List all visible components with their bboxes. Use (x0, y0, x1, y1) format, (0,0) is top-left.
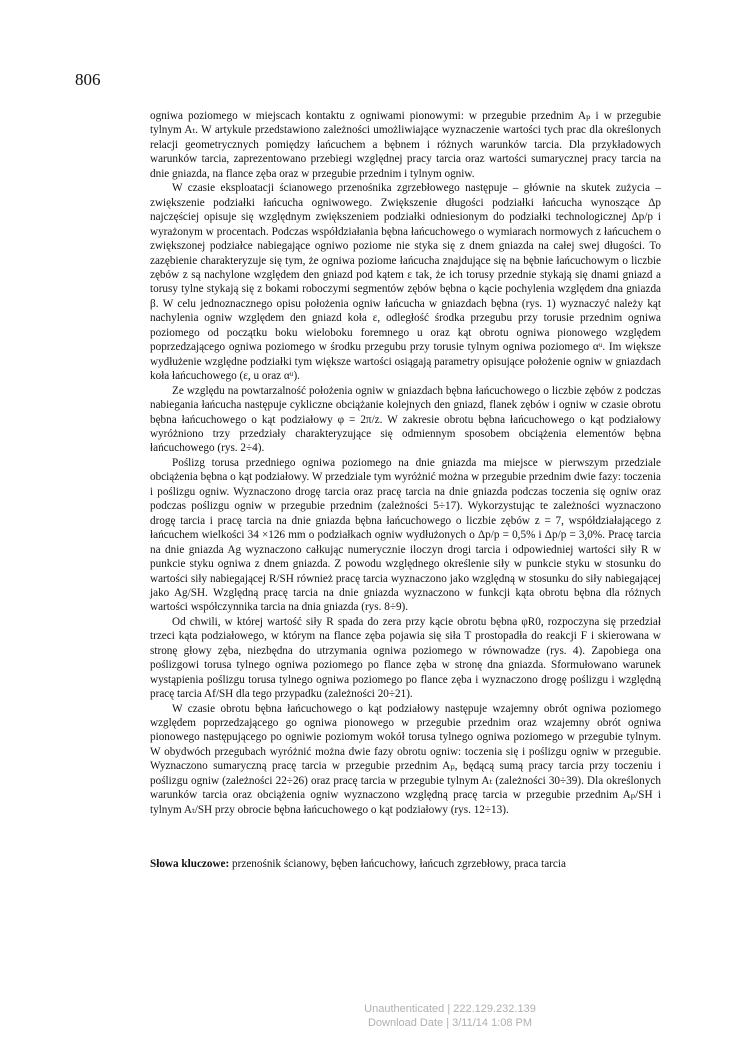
keywords-text: przenośnik ścianowy, bęben łańcuchowy, łańcuch zgrzebłowy, praca tarcia (229, 858, 566, 870)
paragraph: Ze względu na powtarzalność położenia ogniw w gniazdach bębna łańcuchowego o liczbie zębów z podczas nabiegania łańcucha następuje cykliczne obciążanie kolejnych den gniazd, flanek zębów i ogniw w czasie obrotu bębna łańcuchowego o kąt podziałowy φ = 2π/z. W zakresie obrotu bębna łańcuchowego o kąt podziałowy wyróżniono trzy przedziały charakteryzujące się odmiennym sposobem obciążenia elementów bębna łańcuchowego (rys. 2÷4). (150, 384, 661, 455)
watermark (300, 1002, 600, 1030)
paragraph: W czasie obrotu bębna łańcuchowego o kąt podziałowy następuje wzajemny obrót ogniwa poziomego względem poprzedzającego go ogniwa pionowego w przegubie przednim oraz wzajemny obrót ogniwa pionowego następującego po ogniwie poziomym wokół torusa tylnego ogniwa poziomego w przegubie tylnym. W obydwóch przegubach wyróżnić można dwie fazy obrotu ogniw: toczenia się i poślizgu ogniw w przegubie. Wyznaczono sumaryczną pracę tarcia w przegubie przednim Aₚ, będącą sumą pracy tarcia przy toczeniu i poślizgu ogniw (zależności 22÷26) oraz pracę tarcia w przegubie tylnym Aₜ (zależności 30÷39). Dla określonych warunków tarcia oraz obciążenia ogniw wyznaczono względną pracę tarcia w przegubie przednim Aₚ/SH i tylnym Aₜ/SH przy obrocie bębna łańcuchowego o kąt podziałowy (rys. 12÷13). (150, 702, 661, 816)
paragraph: Poślizg torusa przedniego ogniwa poziomego na dnie gniazda ma miejsce w pierwszym przedziale obciążenia bębna o kąt podziałowy. W przedziale tym wyróżnić można w przegubie przednim dwie fazy: toczenia i poślizgu ogniw. Wyznaczono drogę tarcia oraz pracę tarcia na dnie gniazda podczas toczenia się ogniw oraz podczas poślizgu ogniw w przegubie przednim (zależności 5÷17). Wykorzystując te zależności wyznaczono drogę tarcia i pracę tarcia na dnie gniazda bębna łańcuchowego o liczbie zębów z = 7, współdziałającego z łańcuchem wielkości 34 ×126 mm o podziałkach ogniw wydłużonych o Δp/p = 0,5% i Δp/p = 3,0%. Pracę tarcia na dnie gniazda Ag wyznaczono całkując numerycznie iloczyn drogi tarcia i odpowiedniej wartości siły R w punkcie styku ogniwa z dnem gniazda. Z powodu względnego określenie siły w punkcie styku w stosunku do wartości siły nabiegającej R/SH również pracę tarcia wyznaczono jako względną w stosunku do siły nabiegającej jako Ag/SH. Względną pracę tarcia na dnie gniazda wyznaczono w funkcji kąta obrotu bębna dla różnych wartości współczynnika tarcia na dnia gniazda (rys. 8÷9). (150, 456, 661, 614)
watermark-line-2: Download Date | 3/11/14 1:08 PM (367, 1017, 533, 1029)
article-body (150, 109, 661, 817)
paragraph: Od chwili, w której wartość siły R spada do zera przy kącie obrotu bębna φR0, rozpoczyna się przedział trzeci kąta podziałowego, w którym na flance zęba pojawia się siła T prostopadła do reakcji F i skierowana w stronę głowy zęba, niezbędna do utrzymania ogniwa poziomego w równowadze (rys. 4). Zapobiega ona poślizgowi torusa tylnego ogniwa poziomego po flance zęba w stronę dna gniazda. Sformułowano warunek wystąpienia poślizgu torusa tylnego ogniwa poziomego po flance zęba i wyznaczono drogę poślizgu i względną pracę tarcia Af/SH dla tego przypadku (zależności 20÷21). (150, 615, 661, 701)
keywords-label: Słowa kluczowe: (150, 858, 230, 870)
paragraph: W czasie eksploatacji ścianowego przenośnika zgrzebłowego następuje – głównie na skutek zużycia – zwiększenie podziałki łańcucha ogniwowego. Zwiększenie długości podziałki łańcucha wynoszące Δp najczęściej opisuje się względnym zwiększeniem podziałki odniesionym do podziałki technologicznej Δp/p i wyrażonym w procentach. Podczas współdziałania bębna łańcuchowego o wymiarach normowych z łańcuchem o zwiększonej podziałce nabiegające ogniwo poziome nie styka się z dnem gniazda na całej swej długości. To zazębienie charakteryzuje się tym, że ogniwa poziome łańcucha znajdujące się na bębnie łańcuchowym o liczbie zębów z są nachylone względem den gniazd pod kątem ε tak, że ich torusy przednie stykają się dnami gniazd a torusy tylne stykają się z bokami roboczymi segmentów zębów bębna o kącie pochylenia względem dna gniazda β. W celu jednoznacznego opisu położenia ogniw łańcucha w gniazdach bębna (rys. 1) wyznaczyć należy kąt nachylenia ogniw względem den gniazd koła ε, odległość środka przegubu przy torusie przednim ogniwa poziomego od początku boku wieloboku foremnego u oraz kąt obrotu ogniwa pionowego względem poprzedzającego ogniwa poziomego w środku przegubu przy torusie tylnym ogniwa poziomego αᵘ. Im większe wydłużenie względne podziałki tym większe wartości osiągają parametry opisujące położenie ogniw w gniazdach koła łańcuchowego (ε, u oraz αᵘ). (150, 182, 661, 383)
paragraph: ogniwa poziomego w miejscach kontaktu z ogniwami pionowymi: w przegubie przednim Aₚ i w przegubie tylnym Aₜ. W artykule przedstawiono zależności umożliwiające wyznaczenie wartości tych prac dla określonych relacji geometrycznych pomiędzy łańcuchem a bębnem i różnych warunków tarcia. Dla przykładowych warunków tarcia, zaprezentowano przebiegi względnej pracy tarcia oraz wartości sumarycznej pracy tarcia na dnie gniazda, na flance zęba oraz w przegubie przednim i tylnym ogniw. (150, 110, 661, 180)
watermark-line-1: Unauthenticated | 222.129.232.139 (364, 1003, 536, 1015)
keywords (150, 857, 661, 871)
page-number: 806 (75, 70, 101, 89)
